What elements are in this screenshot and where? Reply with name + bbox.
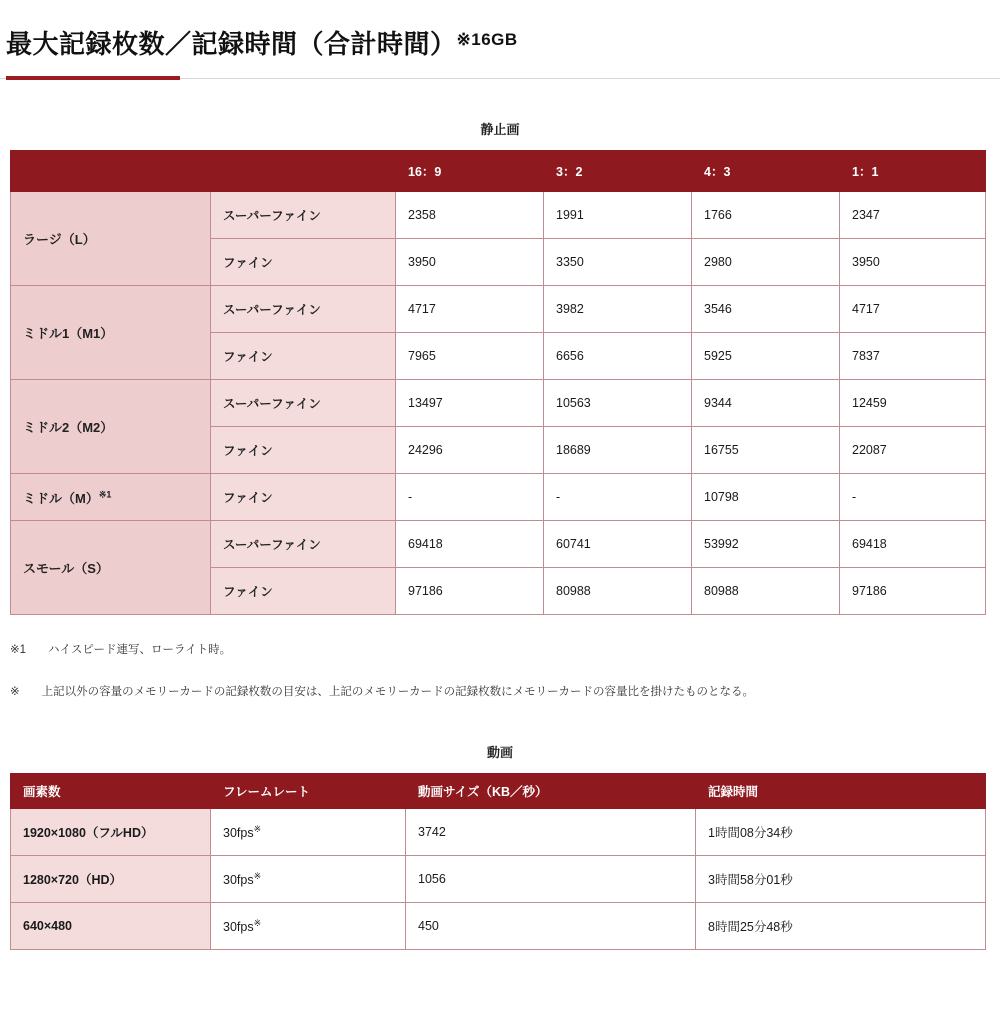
still-value-cell: 1991 xyxy=(544,192,692,239)
still-value-cell: 2358 xyxy=(396,192,544,239)
movie-header-pixels: 画素数 xyxy=(11,773,211,808)
footnote-1-text: ハイスピード連写、ローライト時。 xyxy=(48,644,232,656)
movie-framerate-cell: 30fps※ xyxy=(211,855,406,902)
still-value-cell: 3546 xyxy=(692,286,840,333)
still-header-blank-1 xyxy=(11,151,211,192)
still-header-1-1: 1：1 xyxy=(840,151,986,192)
still-value-cell: 97186 xyxy=(396,568,544,615)
still-value-cell: 2347 xyxy=(840,192,986,239)
footnote-2 xyxy=(10,683,1000,701)
still-value-cell: 3350 xyxy=(544,239,692,286)
footnote-2-text: 上記以外の容量のメモリーカードの記録枚数の目安は、上記のメモリーカードの記録枚数にメモリーカードの容量比を掛けたものとなる。 xyxy=(41,686,754,699)
table-row xyxy=(11,902,986,949)
still-value-cell: 13497 xyxy=(396,380,544,427)
still-quality-cell: ファイン xyxy=(211,568,396,615)
movie-pixels-cell: 1920×1080（フルHD） xyxy=(11,808,211,855)
movie-filesize-cell: 1056 xyxy=(406,855,696,902)
movie-rectime-cell: 1時間08分34秒 xyxy=(696,808,986,855)
footnote-1 xyxy=(10,641,1000,659)
movie-framerate-note-ref: ※ xyxy=(253,823,262,834)
still-header-4-3: 4：3 xyxy=(692,151,840,192)
still-size-large: ラージ（L） xyxy=(11,192,211,286)
still-value-cell: 9344 xyxy=(692,380,840,427)
still-value-cell: 6656 xyxy=(544,333,692,380)
still-value-cell: 10798 xyxy=(692,474,840,521)
movie-pixels-cell: 640×480 xyxy=(11,902,211,949)
page-title-superscript: ※16GB xyxy=(456,30,518,50)
still-value-cell: 22087 xyxy=(840,427,986,474)
still-value-cell: 7965 xyxy=(396,333,544,380)
movie-caption: 動画 xyxy=(486,744,513,760)
still-image-table xyxy=(10,150,986,615)
still-quality-cell: スーパーファイン xyxy=(211,380,396,427)
still-value-cell: - xyxy=(840,474,986,521)
still-value-cell: 69418 xyxy=(396,521,544,568)
still-value-cell: 1766 xyxy=(692,192,840,239)
still-value-cell: 3950 xyxy=(396,239,544,286)
movie-framerate-cell: 30fps※ xyxy=(211,902,406,949)
still-value-cell: 80988 xyxy=(692,568,840,615)
still-quality-cell: ファイン xyxy=(211,474,396,521)
footnote-1-mark: ※1 xyxy=(10,644,27,656)
still-quality-cell: ファイン xyxy=(211,427,396,474)
movie-framerate-note-ref: ※ xyxy=(253,870,262,881)
still-size-middle1: ミドル1（M1） xyxy=(11,286,211,380)
table-row xyxy=(11,808,986,855)
still-value-cell: 3950 xyxy=(840,239,986,286)
still-header-3-2: 3：2 xyxy=(544,151,692,192)
still-value-cell: 16755 xyxy=(692,427,840,474)
table-row xyxy=(11,380,986,427)
movie-table-header-row xyxy=(11,773,986,808)
still-value-cell: 69418 xyxy=(840,521,986,568)
still-value-cell: 7837 xyxy=(840,333,986,380)
still-value-cell: 97186 xyxy=(840,568,986,615)
table-row xyxy=(11,474,986,521)
still-quality-cell: ファイン xyxy=(211,333,396,380)
still-value-cell: 10563 xyxy=(544,380,692,427)
still-value-cell: - xyxy=(544,474,692,521)
still-quality-cell: ファイン xyxy=(211,239,396,286)
movie-framerate-note-ref: ※ xyxy=(253,917,262,928)
movie-rectime-cell: 8時間25分48秒 xyxy=(696,902,986,949)
movie-header-filesize: 動画サイズ（KB／秒） xyxy=(406,773,696,808)
table-row xyxy=(11,855,986,902)
still-value-cell: 18689 xyxy=(544,427,692,474)
still-value-cell: 60741 xyxy=(544,521,692,568)
still-header-16-9: 16：9 xyxy=(396,151,544,192)
still-value-cell: 3982 xyxy=(544,286,692,333)
still-size-small: スモール（S） xyxy=(11,521,211,615)
movie-header-rectime: 記録時間 xyxy=(696,773,986,808)
still-quality-cell: スーパーファイン xyxy=(211,521,396,568)
still-value-cell: 4717 xyxy=(840,286,986,333)
still-size-middle-note-ref: ※1 xyxy=(98,489,112,500)
movie-pixels-cell: 1280×720（HD） xyxy=(11,855,211,902)
still-image-caption: 静止画 xyxy=(480,122,520,137)
page-title-text: 最大記録枚数／記録時間（合計時間） xyxy=(6,29,457,60)
table-row xyxy=(11,192,986,239)
still-table-header-row xyxy=(11,151,986,192)
still-header-blank-2 xyxy=(211,151,396,192)
document-page xyxy=(0,17,1000,949)
still-size-middle: ミドル$(M)^{※1}$ xyxy=(11,474,211,521)
movie-filesize-cell: 3742 xyxy=(406,808,696,855)
movie-rectime-cell: 3時間58分01秒 xyxy=(696,855,986,902)
still-size-middle2: ミドル2（M2） xyxy=(11,380,211,474)
still-value-cell: 4717 xyxy=(396,286,544,333)
still-value-cell: 53992 xyxy=(692,521,840,568)
movie-framerate-cell: 30fps※ xyxy=(211,808,406,855)
still-value-cell: 2980 xyxy=(692,239,840,286)
title-divider xyxy=(0,78,1000,79)
still-value-cell: 24296 xyxy=(396,427,544,474)
movie-table xyxy=(10,773,986,950)
table-row xyxy=(11,286,986,333)
still-quality-cell: スーパーファイン xyxy=(211,192,396,239)
footnote-2-mark: ※ xyxy=(10,686,20,699)
movie-header-framerate: フレームレート xyxy=(211,773,406,808)
still-value-cell: 12459 xyxy=(840,380,986,427)
still-value-cell: 80988 xyxy=(544,568,692,615)
still-quality-cell: スーパーファイン xyxy=(211,286,396,333)
page-title xyxy=(0,17,1000,60)
still-value-cell: - xyxy=(396,474,544,521)
movie-filesize-cell: 450 xyxy=(406,902,696,949)
still-value-cell: 5925 xyxy=(692,333,840,380)
table-row xyxy=(11,521,986,568)
